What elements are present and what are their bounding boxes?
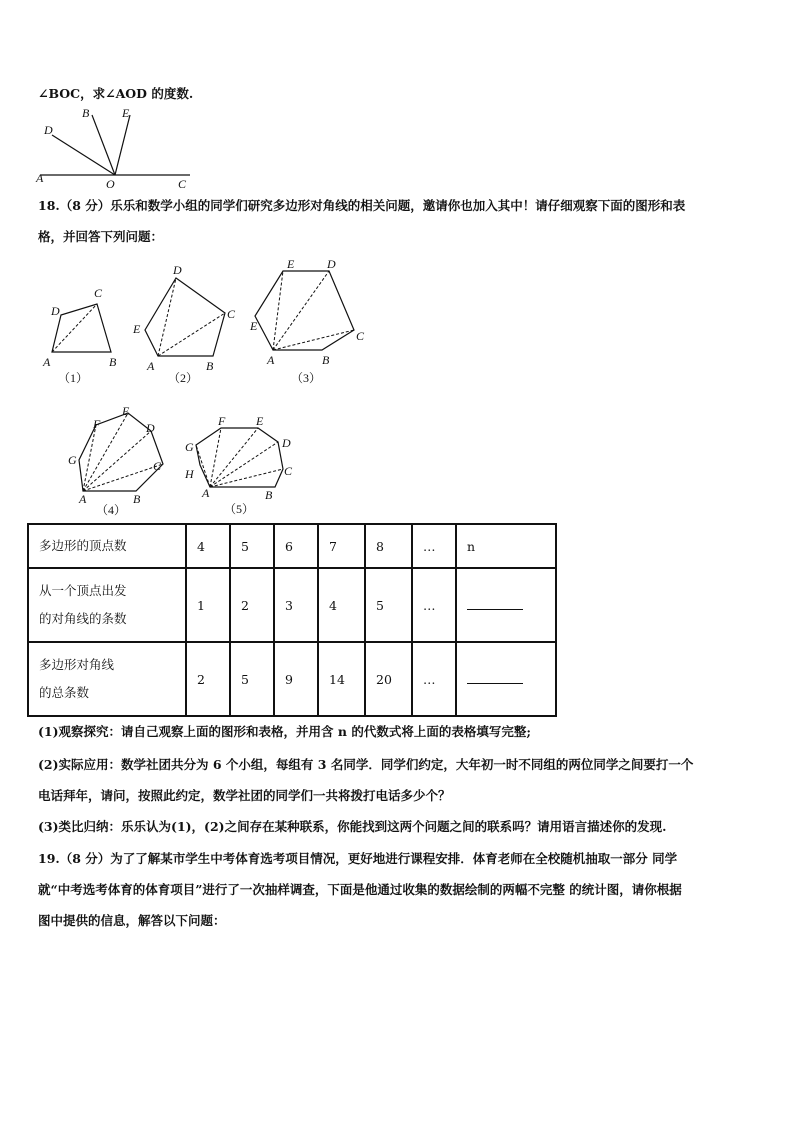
q19-line3: 图中提供的信息，解答以下问题： bbox=[38, 913, 226, 928]
polygon-figure-1 bbox=[38, 282, 128, 387]
svg-text:F: F bbox=[218, 414, 226, 428]
table-cell: 5 bbox=[230, 524, 274, 568]
svg-text:C: C bbox=[356, 329, 365, 343]
svg-text:D: D bbox=[173, 263, 182, 277]
svg-text:B: B bbox=[133, 492, 141, 506]
svg-text:H: H bbox=[185, 467, 194, 481]
q18-line1: 18.（8 分）乐乐和数学小组的同学们研究多边形对角线的相关问题，邀请你也加入其中！请仔细观察下面的图形和表 bbox=[38, 198, 686, 213]
table-cell: 1 bbox=[186, 568, 230, 642]
table-cell: 2 bbox=[186, 642, 230, 716]
polygon-diagonal-table bbox=[27, 523, 557, 717]
table-cell: … bbox=[412, 568, 456, 642]
label-A: A bbox=[36, 171, 44, 185]
caption-4: （4） bbox=[96, 503, 127, 517]
table-cell: n bbox=[456, 524, 556, 568]
svg-text:B: B bbox=[265, 488, 273, 502]
answer-blank[interactable] bbox=[456, 642, 556, 716]
q18-line2: 格，并回答下列问题： bbox=[38, 229, 164, 244]
row-header: 多边形的顶点数 bbox=[28, 524, 186, 568]
table-row bbox=[28, 524, 556, 568]
row-header: 多边形对角线 的总条数 bbox=[28, 642, 186, 716]
angle-figure bbox=[30, 100, 200, 192]
label-E: E bbox=[122, 106, 130, 120]
svg-text:A: A bbox=[43, 355, 51, 369]
svg-text:B: B bbox=[206, 359, 214, 373]
svg-text:C: C bbox=[227, 307, 236, 321]
svg-text:A: A bbox=[267, 353, 275, 367]
table-cell: 3 bbox=[274, 568, 318, 642]
svg-text:C: C bbox=[153, 459, 162, 473]
table-cell: … bbox=[412, 642, 456, 716]
svg-text:A: A bbox=[79, 492, 87, 506]
row-header: 从一个顶点出发 的对角线的条数 bbox=[28, 568, 186, 642]
table-cell: 4 bbox=[318, 568, 365, 642]
svg-text:E: E bbox=[250, 319, 258, 333]
table-cell: 5 bbox=[230, 642, 274, 716]
svg-text:D: D bbox=[327, 257, 336, 271]
table-cell: 7 bbox=[318, 524, 365, 568]
svg-text:B: B bbox=[109, 355, 117, 369]
table-cell: 20 bbox=[365, 642, 412, 716]
svg-text:A: A bbox=[147, 359, 155, 373]
svg-text:D: D bbox=[146, 421, 155, 435]
svg-text:G: G bbox=[185, 440, 194, 454]
table-cell: 5 bbox=[365, 568, 412, 642]
caption-3: （3） bbox=[291, 371, 322, 385]
caption-5: （5） bbox=[224, 502, 255, 516]
svg-text:D: D bbox=[51, 304, 60, 318]
caption-1: （1） bbox=[58, 371, 89, 385]
svg-text:C: C bbox=[94, 286, 103, 300]
svg-text:E: E bbox=[122, 404, 130, 418]
polygon-figure-3 bbox=[245, 252, 375, 387]
q19-line2: 就“中考选考体育的体育项目”进行了一次抽样调查，下面是他通过收集的数据绘制的两幅不完整 的统计图，请你根据 bbox=[38, 882, 682, 897]
label-B: B bbox=[82, 106, 90, 120]
svg-text:D: D bbox=[282, 436, 291, 450]
top-line: ∠BOC，求∠AOD 的度数. bbox=[38, 86, 194, 101]
table-cell: 9 bbox=[274, 642, 318, 716]
q19-line1: 19.（8 分）为了了解某市学生中考体育选考项目情况，更好地进行课程安排．体育老师在全校随机抽取一部分 同学 bbox=[38, 851, 678, 866]
q18-sub1: (1)观察探究：请自己观察上面的图形和表格，并用含 n 的代数式将上面的表格填写完整; bbox=[38, 724, 531, 739]
label-O: O bbox=[106, 177, 115, 191]
q18-sub2-line2: 电话拜年，请问，按照此约定，数学社团的同学们一共将拨打电话多少个？ bbox=[38, 788, 451, 803]
q18-sub3: (3)类比归纳：乐乐认为(1)，(2)之间存在某种联系，你能找到这两个问题之间的联系吗？请用语言描述你的发现. bbox=[38, 819, 667, 834]
table-row bbox=[28, 568, 556, 642]
svg-text:A: A bbox=[202, 486, 210, 500]
svg-text:E: E bbox=[133, 322, 141, 336]
svg-text:E: E bbox=[287, 257, 295, 271]
table-cell: 4 bbox=[186, 524, 230, 568]
table-cell: 14 bbox=[318, 642, 365, 716]
q18-sub2-line1: (2)实际应用：数学社团共分为 6 个小组，每组有 3 名同学．同学们约定，大年初一时不同组的两位同学之间要打一个 bbox=[38, 757, 694, 772]
svg-text:G: G bbox=[68, 453, 77, 467]
table-cell: … bbox=[412, 524, 456, 568]
label-C: C bbox=[178, 177, 187, 191]
svg-text:F: F bbox=[93, 417, 101, 431]
polygon-figure-4 bbox=[64, 400, 174, 520]
svg-text:B: B bbox=[322, 353, 330, 367]
svg-text:C: C bbox=[284, 464, 293, 478]
table-cell: 6 bbox=[274, 524, 318, 568]
svg-text:E: E bbox=[256, 414, 264, 428]
table-cell: 8 bbox=[365, 524, 412, 568]
polygon-figure-5 bbox=[180, 405, 300, 520]
table-cell: 2 bbox=[230, 568, 274, 642]
table-row bbox=[28, 642, 556, 716]
caption-2: （2） bbox=[168, 371, 199, 385]
answer-blank[interactable] bbox=[456, 568, 556, 642]
polygon-figure-2 bbox=[130, 260, 250, 387]
label-D: D bbox=[44, 123, 53, 137]
